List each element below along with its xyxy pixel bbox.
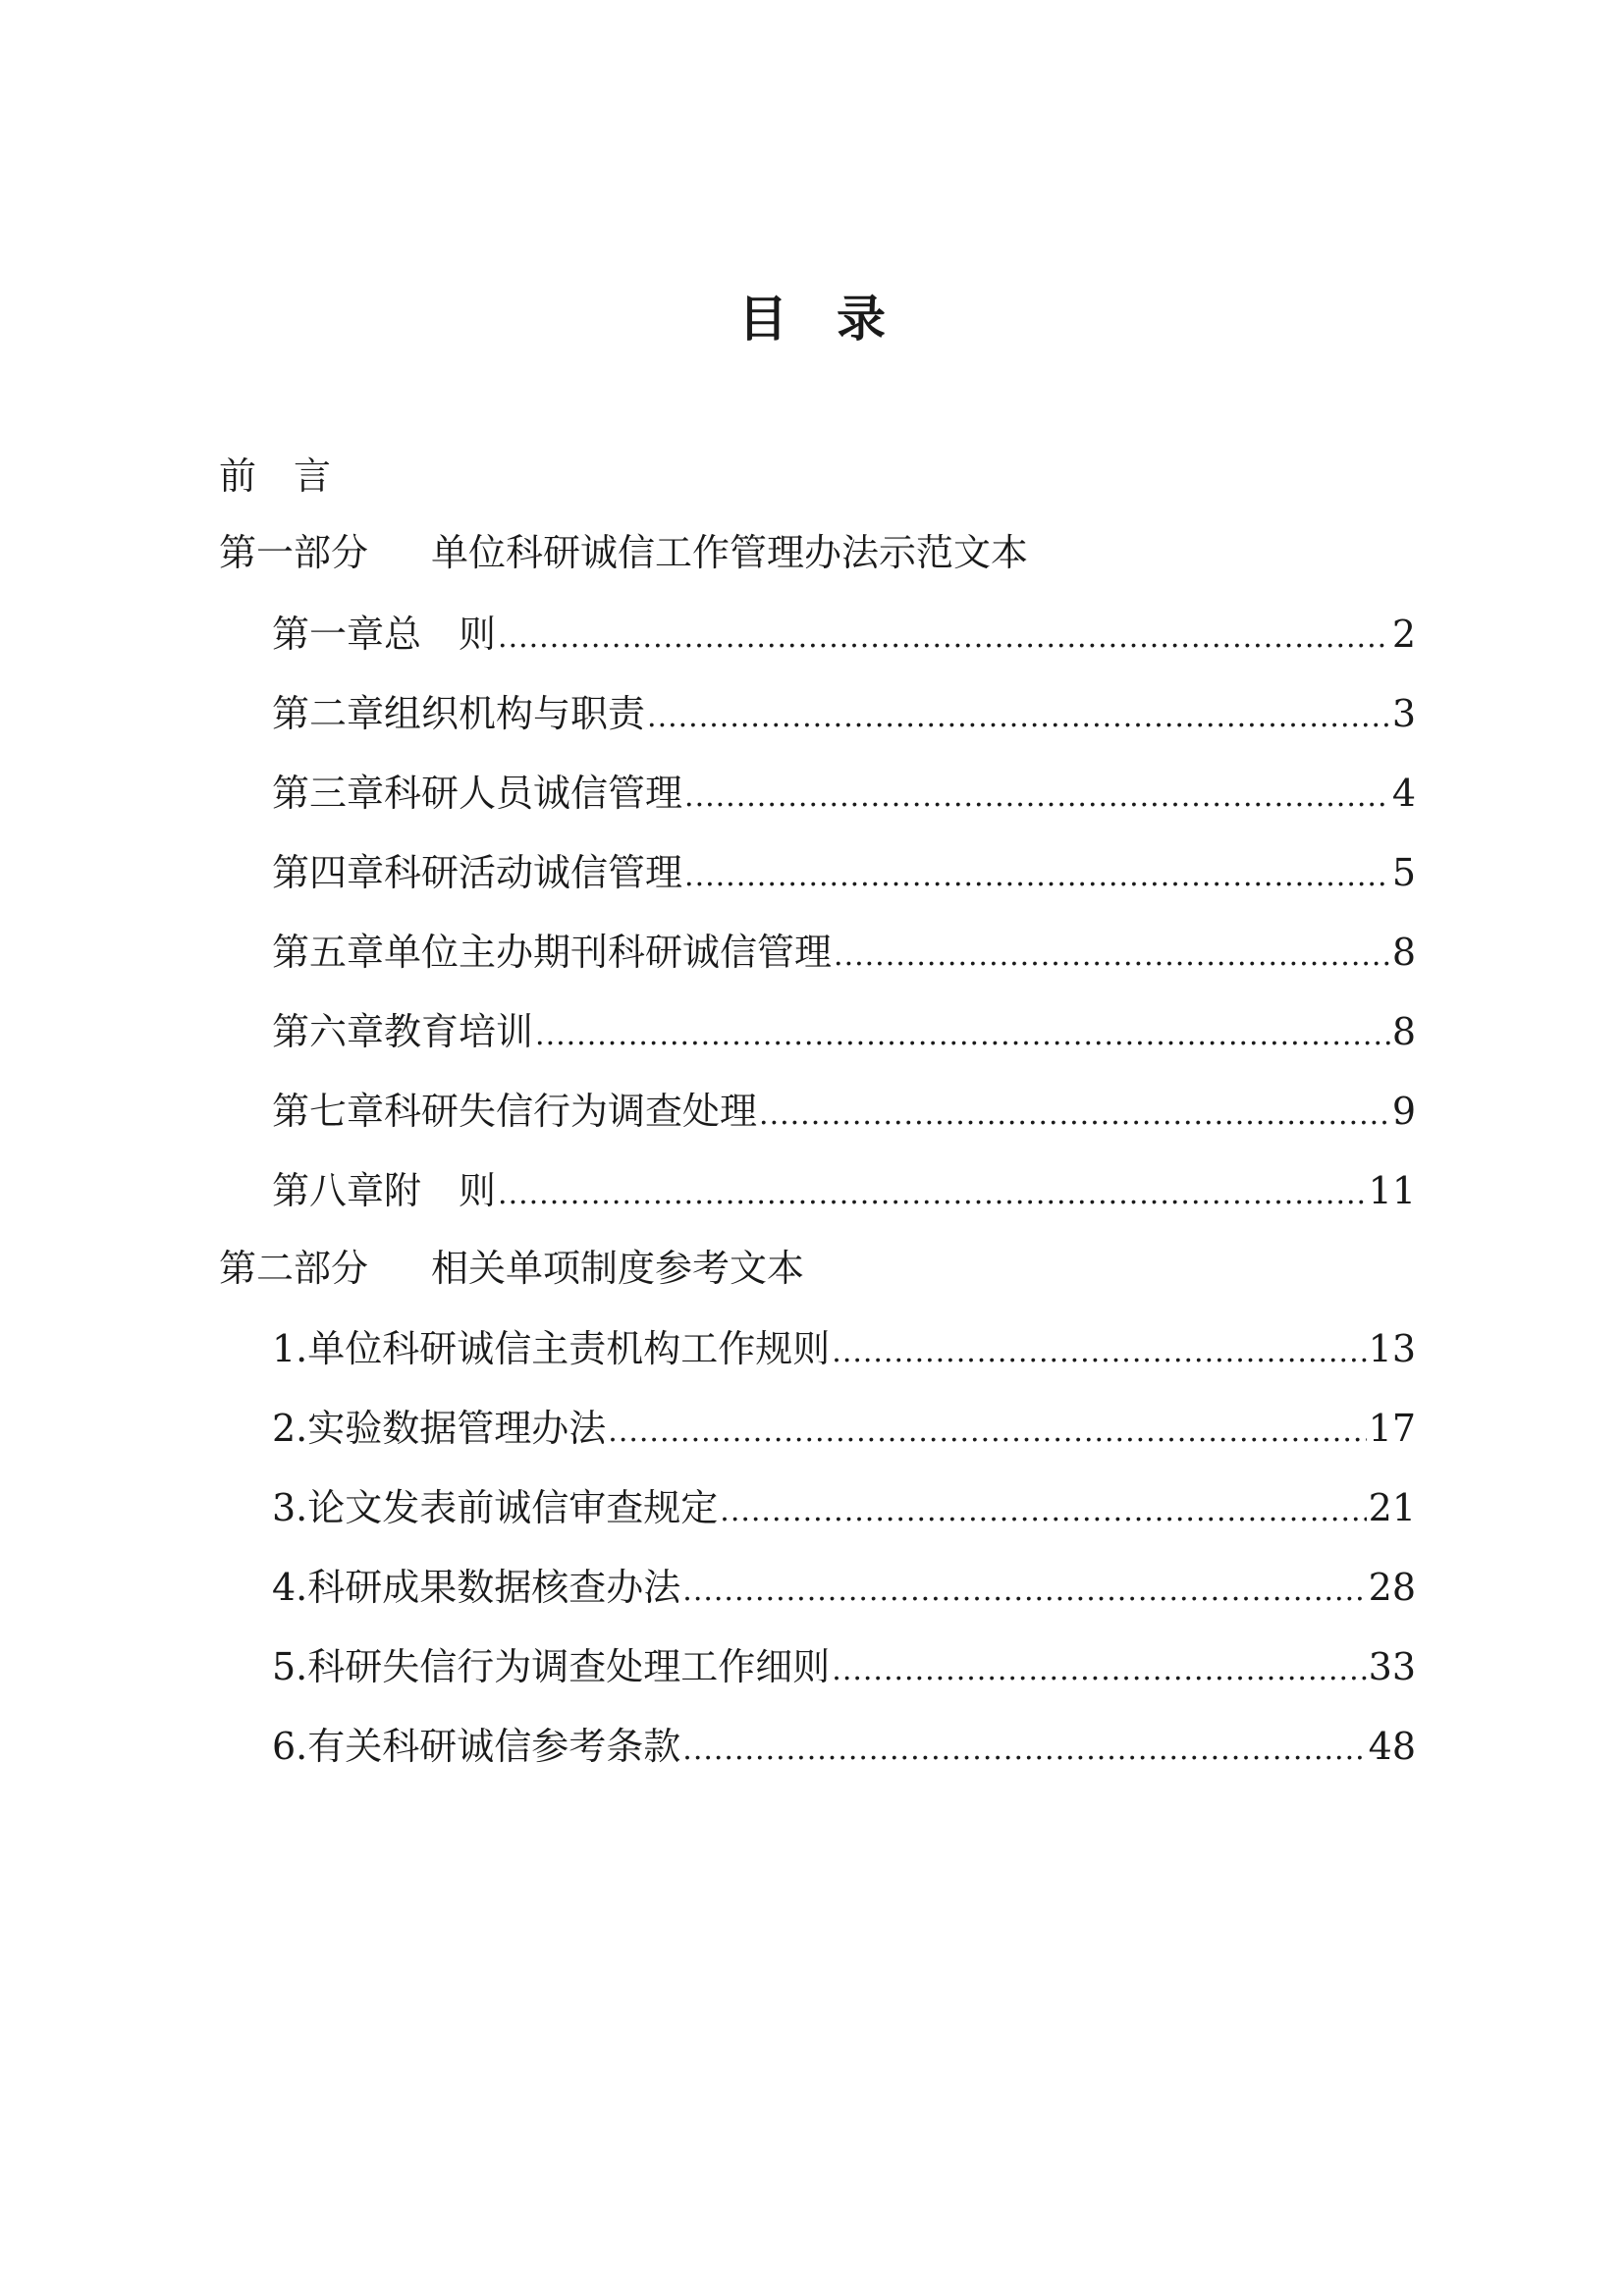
page-number: 33: [1368, 1645, 1416, 1688]
item-number: 3.: [272, 1486, 308, 1529]
item-title: 实验数据管理办法: [307, 1407, 607, 1450]
chapter-title: 科研活动诚信管理: [384, 851, 683, 894]
page-number: 13: [1368, 1327, 1416, 1370]
toc-part-2[interactable]: [219, 1239, 1417, 1298]
toc-chapter-7[interactable]: [272, 1082, 1416, 1141]
dot-leader: [720, 1482, 1366, 1541]
page-number: 9: [1391, 1090, 1416, 1133]
item-title: 单位科研诚信主责机构工作规则: [307, 1327, 831, 1370]
chapter-prefix: 第七章: [272, 1090, 385, 1133]
toc-item-6[interactable]: [272, 1717, 1416, 1776]
dot-leader: [535, 1006, 1390, 1065]
dot-leader: [684, 847, 1390, 906]
page-number: 5: [1391, 851, 1416, 894]
page-number: 28: [1368, 1566, 1416, 1609]
chapter-prefix: 第五章: [272, 931, 385, 974]
toc-item-1[interactable]: [272, 1319, 1416, 1378]
item-number: 4.: [272, 1566, 308, 1609]
toc-chapter-6[interactable]: [272, 1002, 1416, 1061]
page-number: 3: [1391, 692, 1416, 735]
item-number: 2.: [272, 1407, 308, 1450]
dot-leader: [682, 1562, 1366, 1621]
toc-item-2[interactable]: [272, 1399, 1416, 1458]
toc-chapter-4[interactable]: [272, 843, 1416, 902]
dot-leader: [834, 927, 1390, 986]
dot-leader: [832, 1323, 1366, 1382]
part-prefix: 第二部分: [219, 1247, 369, 1290]
page-number: 11: [1368, 1169, 1416, 1212]
toc-chapter-1[interactable]: [272, 605, 1416, 664]
toc-item-4[interactable]: [272, 1558, 1416, 1617]
part-title: 单位科研诚信工作管理办法示范文本: [431, 531, 1029, 574]
chapter-prefix: 第三章: [272, 772, 385, 815]
dot-leader: [759, 1086, 1390, 1145]
dot-leader: [498, 609, 1390, 667]
chapter-prefix: 第八章: [272, 1169, 385, 1212]
chapter-prefix: 第六章: [272, 1010, 385, 1053]
toc-item-5[interactable]: [272, 1637, 1416, 1696]
toc-chapter-2[interactable]: [272, 684, 1416, 743]
dot-leader: [647, 688, 1390, 747]
chapter-prefix: 第二章: [272, 692, 385, 735]
chapter-title: 科研人员诚信管理: [384, 772, 683, 815]
toc-chapter-8[interactable]: [272, 1161, 1416, 1220]
chapter-title: 教育培训: [384, 1010, 534, 1053]
chapter-title: 科研失信行为调查处理: [384, 1090, 758, 1133]
item-title: 科研成果数据核查办法: [307, 1566, 681, 1609]
chapter-title: 组织机构与职责: [384, 692, 646, 735]
item-title: 论文发表前诚信审查规定: [307, 1486, 719, 1529]
chapter-prefix: 第一章: [272, 613, 385, 656]
chapter-title: 附 则: [384, 1169, 497, 1212]
item-number: 1.: [272, 1327, 308, 1370]
toc-chapter-5[interactable]: [272, 923, 1416, 982]
toc-part-1[interactable]: [219, 523, 1417, 582]
part-prefix: 第一部分: [219, 531, 369, 574]
part-title: 相关单项制度参考文本: [431, 1247, 805, 1290]
page-number: 8: [1391, 1010, 1416, 1053]
toc-chapter-3[interactable]: [272, 764, 1416, 823]
page-title: 目 录: [738, 290, 886, 347]
dot-leader: [832, 1641, 1366, 1700]
item-title: 科研失信行为调查处理工作细则: [307, 1645, 831, 1688]
page-number: 8: [1391, 931, 1416, 974]
item-number: 5.: [272, 1645, 308, 1688]
chapter-prefix: 第四章: [272, 851, 385, 894]
page-number: 4: [1391, 772, 1416, 815]
item-number: 6.: [272, 1725, 308, 1768]
dot-leader: [608, 1403, 1366, 1462]
item-title: 有关科研诚信参考条款: [307, 1725, 681, 1768]
chapter-title: 单位主办期刊科研诚信管理: [384, 931, 833, 974]
page-number: 2: [1391, 613, 1416, 656]
dot-leader: [682, 1721, 1366, 1780]
dot-leader: [684, 768, 1390, 827]
page-number: 48: [1368, 1725, 1416, 1768]
toc-preface[interactable]: [219, 447, 1417, 506]
chapter-title: 总 则: [384, 613, 497, 656]
dot-leader: [498, 1165, 1367, 1224]
page-number: 17: [1368, 1407, 1416, 1450]
page-number: 21: [1368, 1486, 1416, 1529]
preface-label: 前 言: [219, 454, 332, 498]
toc-item-3[interactable]: [272, 1478, 1416, 1537]
